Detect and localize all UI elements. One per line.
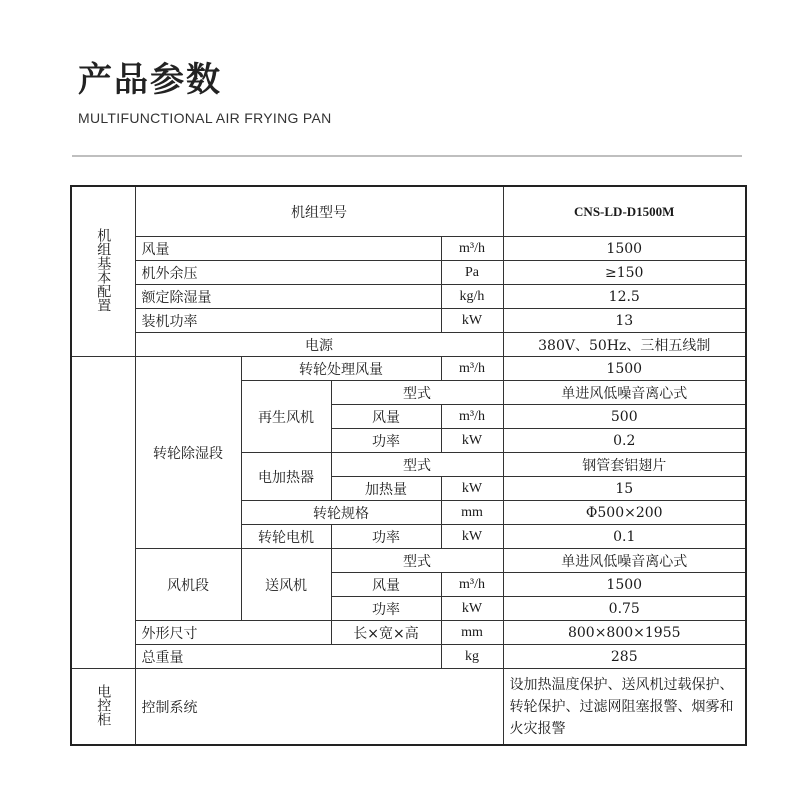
dimensions-label: 外形尺寸	[135, 621, 331, 645]
page-subtitle: MULTIFUNCTIONAL AIR FRYING PAN	[78, 110, 332, 126]
regen-fan-airflow-unit: m³/h	[441, 405, 503, 429]
dimensions-value: 800×800×1955	[503, 621, 746, 645]
rotor-motor-power-label: 功率	[331, 525, 441, 549]
regen-fan-type-value: 单进风低噪音离心式	[503, 381, 746, 405]
table-row	[71, 309, 746, 333]
supply-fan-power-value: 0.75	[503, 597, 746, 621]
total-weight-label: 总重量	[135, 645, 441, 669]
vertical-label: 机组基本配置	[95, 227, 112, 312]
rotor-motor-label: 转轮电机	[241, 525, 331, 549]
rotor-spec-unit: mm	[441, 501, 503, 525]
group-label-spacer	[71, 357, 135, 669]
rotor-motor-value: 0.1	[503, 525, 746, 549]
airflow-unit: m³/h	[441, 237, 503, 261]
pressure-label: 机外余压	[135, 261, 441, 285]
group-label-rotor: 转轮除湿段	[135, 357, 241, 549]
spec-table	[70, 185, 747, 746]
table-row	[71, 645, 746, 669]
power-supply-value: 380V、50Hz、三相五线制	[503, 333, 746, 357]
dimensions-unit: mm	[441, 621, 503, 645]
rotor-airflow-label: 转轮处理风量	[241, 357, 441, 381]
supply-fan-power-unit: kW	[441, 597, 503, 621]
rotor-motor-unit: kW	[441, 525, 503, 549]
supply-fan-airflow-value: 1500	[503, 573, 746, 597]
regen-fan-power-label: 功率	[331, 429, 441, 453]
vertical-label: 电控柜	[95, 683, 112, 726]
group-label-electric	[71, 669, 135, 746]
table-row	[71, 333, 746, 357]
rotor-airflow-unit: m³/h	[441, 357, 503, 381]
regen-fan-power-unit: kW	[441, 429, 503, 453]
airflow-value: 1500	[503, 237, 746, 261]
airflow-label: 风量	[135, 237, 441, 261]
supply-fan-type-value: 单进风低噪音离心式	[503, 549, 746, 573]
heater-type-label: 型式	[331, 453, 503, 477]
heater-heat-value: 15	[503, 477, 746, 501]
regen-fan-power-value: 0.2	[503, 429, 746, 453]
table-row	[71, 549, 746, 573]
heater-heat-label: 加热量	[331, 477, 441, 501]
table-row	[71, 669, 746, 746]
installed-power-value: 13	[503, 309, 746, 333]
supply-fan-type-label: 型式	[331, 549, 503, 573]
total-weight-unit: kg	[441, 645, 503, 669]
regen-fan-label: 再生风机	[241, 381, 331, 453]
heater-type-value: 钢管套铝翅片	[503, 453, 746, 477]
regen-fan-type-label: 型式	[331, 381, 503, 405]
supply-fan-airflow-label: 风量	[331, 573, 441, 597]
dehumidification-label: 额定除湿量	[135, 285, 441, 309]
heater-heat-unit: kW	[441, 477, 503, 501]
pressure-value: ≥150	[503, 261, 746, 285]
model-label: 机组型号	[135, 186, 503, 237]
dimensions-sub-label: 长×宽×高	[331, 621, 441, 645]
installed-power-unit: kW	[441, 309, 503, 333]
heater-label: 电加热器	[241, 453, 331, 501]
control-system-label: 控制系统	[135, 669, 503, 746]
regen-fan-airflow-value: 500	[503, 405, 746, 429]
control-system-value: 设加热温度保护、送风机过载保护、转轮保护、过滤网阻塞报警、烟雾和火灾报警	[503, 669, 746, 746]
group-label-basic	[71, 186, 135, 357]
pressure-unit: Pa	[441, 261, 503, 285]
table-row	[71, 285, 746, 309]
divider	[72, 155, 742, 157]
dehumidification-value: 12.5	[503, 285, 746, 309]
supply-fan-power-label: 功率	[331, 597, 441, 621]
power-supply-label: 电源	[135, 333, 503, 357]
installed-power-label: 装机功率	[135, 309, 441, 333]
rotor-airflow-value: 1500	[503, 357, 746, 381]
group-label-fan: 风机段	[135, 549, 241, 621]
total-weight-value: 285	[503, 645, 746, 669]
table-row	[71, 186, 746, 237]
model-value: CNS-LD-D1500M	[503, 186, 746, 237]
regen-fan-airflow-label: 风量	[331, 405, 441, 429]
table-row	[71, 261, 746, 285]
dehumidification-unit: kg/h	[441, 285, 503, 309]
table-row	[71, 237, 746, 261]
supply-fan-airflow-unit: m³/h	[441, 573, 503, 597]
supply-fan-label: 送风机	[241, 549, 331, 621]
rotor-spec-value: Φ500×200	[503, 501, 746, 525]
table-row	[71, 621, 746, 645]
rotor-spec-label: 转轮规格	[241, 501, 441, 525]
page-title: 产品参数	[78, 60, 222, 100]
table-row	[71, 357, 746, 381]
